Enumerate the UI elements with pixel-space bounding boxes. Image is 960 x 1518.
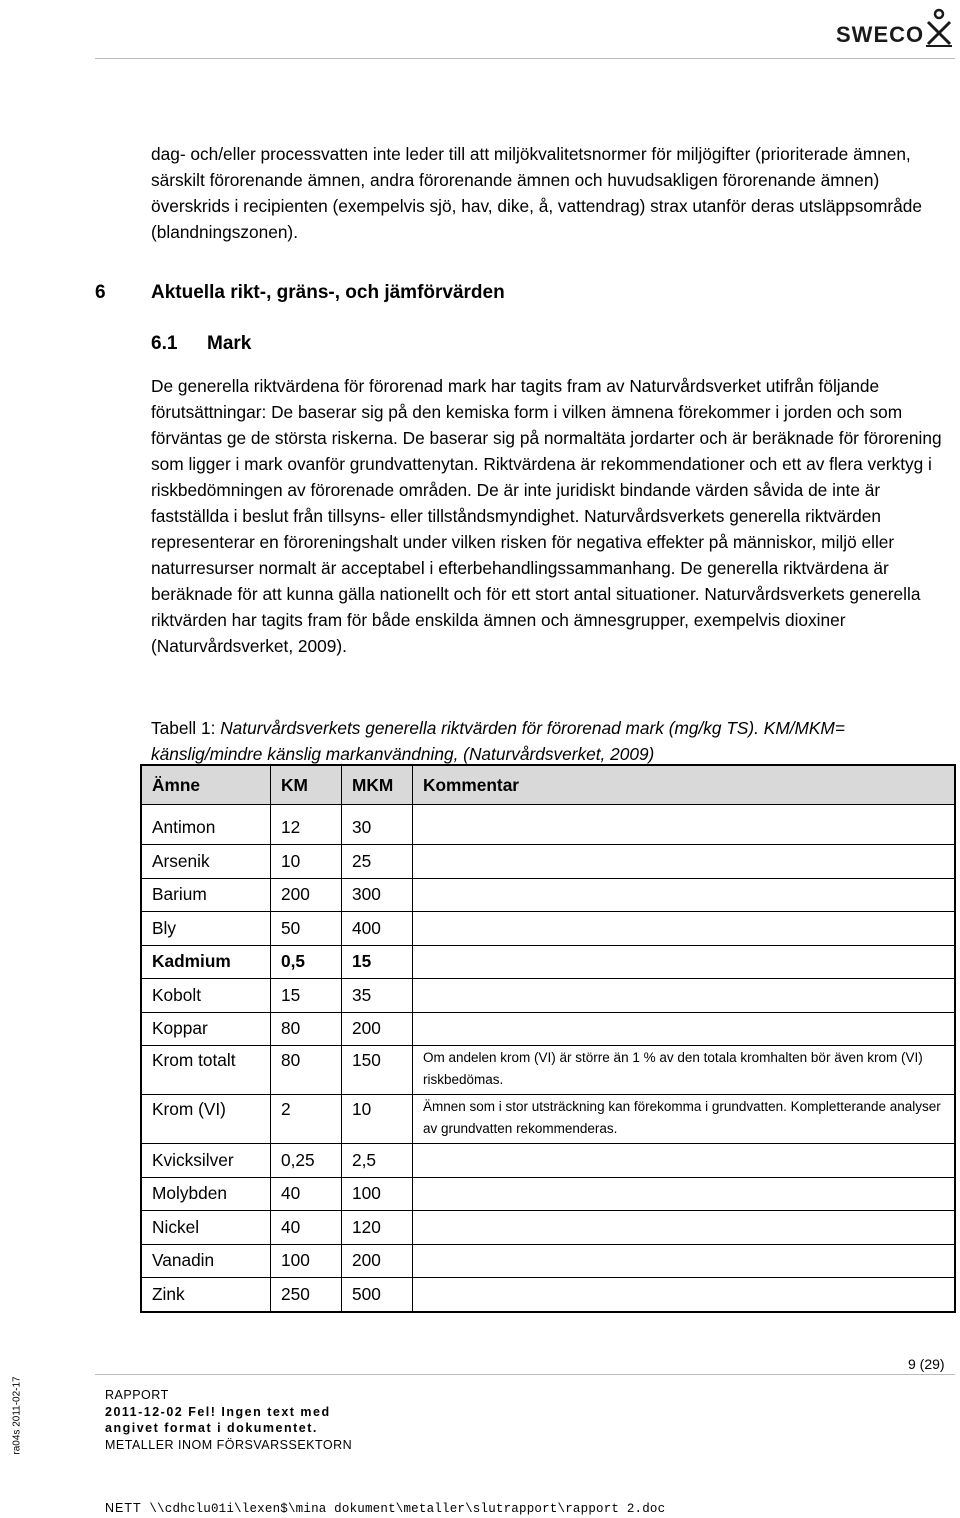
header-kommentar: Kommentar: [413, 765, 956, 805]
table-row: [141, 1244, 955, 1278]
cell-mkm: 100: [342, 1177, 413, 1211]
section-number: 6: [95, 282, 106, 303]
subsection-title: Mark: [207, 333, 252, 354]
header-mkm: MKM: [342, 765, 413, 805]
cell-mkm: 30: [342, 805, 413, 845]
cell-km: 12: [271, 805, 342, 845]
intro-paragraph: dag- och/eller processvatten inte leder till att miljökvalitetsnormer för miljögifter (prioriterade ämnen, särskilt förorenande ämnen, andra förorenande ämnen och huvudsakligen förorenande ämnen) överskrids i recipienten (exempelvis sjö, hav, dike, å, vattendrag) strax utanför deras utsläppsområde (blandningszonen).: [151, 144, 922, 242]
side-label: ra04s 2011-02-17: [11, 1376, 23, 1455]
table-row: [141, 1211, 955, 1245]
table-row: [141, 979, 955, 1013]
cell-substance: Barium: [141, 878, 271, 912]
cell-comment: [413, 1177, 956, 1211]
caption-text: Naturvårdsverkets generella riktvärden för förorenad mark (mg/kg TS). KM/MKM= känslig/mindre känslig markanvändning, (Naturvårdsverket, 2009): [151, 718, 845, 764]
cell-km: 200: [271, 878, 342, 912]
cell-km: 15: [271, 979, 342, 1013]
cell-mkm: 35: [342, 979, 413, 1013]
file-path-prefix: NETT: [105, 1501, 142, 1515]
header-rule: [95, 58, 955, 59]
table-row: [141, 1012, 955, 1046]
cell-comment: [413, 845, 956, 879]
cell-substance: Krom (VI): [141, 1095, 271, 1144]
cell-substance: Vanadin: [141, 1244, 271, 1278]
page-number: 9 (29): [908, 1356, 945, 1372]
table-row: [141, 845, 955, 879]
cell-mkm: 2,5: [342, 1144, 413, 1178]
table-row: [141, 945, 955, 979]
cell-comment: [413, 979, 956, 1013]
table-row: [141, 1278, 955, 1312]
cell-mkm: 15: [342, 945, 413, 979]
cell-substance: Kvicksilver: [141, 1144, 271, 1178]
section-heading: [95, 282, 505, 304]
table-caption: [151, 715, 956, 767]
logo-text: SWECO: [836, 22, 925, 47]
caption-label: Tabell 1:: [151, 718, 216, 738]
cell-substance: Antimon: [141, 805, 271, 845]
cell-km: 2: [271, 1095, 342, 1144]
cell-km: 40: [271, 1177, 342, 1211]
cell-comment: [413, 1211, 956, 1245]
cell-mkm: 120: [342, 1211, 413, 1245]
cell-mkm: 150: [342, 1046, 413, 1095]
table-row: [141, 878, 955, 912]
cell-mkm: 25: [342, 845, 413, 879]
cell-comment: [413, 1278, 956, 1312]
table-row: [141, 1177, 955, 1211]
table-row: [141, 1095, 955, 1144]
cell-km: 50: [271, 912, 342, 946]
cell-substance: Arsenik: [141, 845, 271, 879]
cell-comment: Om andelen krom (VI) är större än 1 % av den totala kromhalten bör även krom (VI) riskbedömas.: [413, 1046, 956, 1095]
footer-report-label: RAPPORT: [105, 1388, 169, 1402]
cell-mkm: 200: [342, 1244, 413, 1278]
table-header-row: [141, 765, 955, 805]
cell-mkm: 10: [342, 1095, 413, 1144]
cell-comment: [413, 912, 956, 946]
cell-substance: Nickel: [141, 1211, 271, 1245]
cell-km: 0,25: [271, 1144, 342, 1178]
cell-km: 250: [271, 1278, 342, 1312]
header-km: KM: [271, 765, 342, 805]
cell-km: 80: [271, 1012, 342, 1046]
cell-km: 0,5: [271, 945, 342, 979]
cell-substance: Bly: [141, 912, 271, 946]
table-row: [141, 805, 955, 845]
table-row: [141, 912, 955, 946]
file-path: [105, 1501, 665, 1516]
cell-substance: Kobolt: [141, 979, 271, 1013]
cell-comment: [413, 1012, 956, 1046]
cell-km: 100: [271, 1244, 342, 1278]
table-row: [141, 1144, 955, 1178]
riktvarden-table: [140, 764, 956, 1313]
cell-mkm: 300: [342, 878, 413, 912]
cell-substance: Kadmium: [141, 945, 271, 979]
cell-substance: Molybden: [141, 1177, 271, 1211]
cell-substance: Koppar: [141, 1012, 271, 1046]
cell-mkm: 400: [342, 912, 413, 946]
sweco-logo: [836, 8, 956, 48]
footer-date-error: 2011-12-02 Fel! Ingen text med: [105, 1404, 331, 1419]
cell-mkm: 500: [342, 1278, 413, 1312]
file-path-text: \\cdhclu01i\lexen$\mina dokument\metaller\slutrapport\rapport 2.doc: [149, 1502, 666, 1516]
cell-km: 40: [271, 1211, 342, 1245]
table-row: [141, 1046, 955, 1095]
section-title: Aktuella rikt-, gräns-, och jämförvärden: [151, 282, 505, 303]
header-amne: Ämne: [141, 765, 271, 805]
cell-km: 10: [271, 845, 342, 879]
footer-title: METALLER INOM FÖRSVARSSEKTORN: [105, 1437, 353, 1452]
cell-comment: [413, 945, 956, 979]
cell-comment: [413, 878, 956, 912]
cell-comment: Ämnen som i stor utsträckning kan förekomma i grundvatten. Kompletterande analyser av grundvatten rekommenderas.: [413, 1095, 956, 1144]
cell-substance: Krom totalt: [141, 1046, 271, 1095]
cell-substance: Zink: [141, 1278, 271, 1312]
footer-error-cont: angivet format i dokumentet.: [105, 1421, 318, 1435]
cell-comment: [413, 1144, 956, 1178]
cell-mkm: 200: [342, 1012, 413, 1046]
footer-block: [105, 1387, 352, 1453]
cell-comment: [413, 805, 956, 845]
sweco-mark-icon: [924, 8, 954, 48]
subsection-heading: [151, 333, 251, 355]
body-paragraph: De generella riktvärdena för förorenad mark har tagits fram av Naturvårdsverket utifrån följande förutsättningar: De baserar sig på den kemiska form i vilken ämnena förekommer i jorden och som förväntas ge de största riskerna. De baserar sig på normaltäta jordarter och är beräknade för förorening som ligger i mark ovanför grundvattenytan. Riktvärdena är rekommendationer och ett av flera verktyg i riskbedömningen av förorenade områden. De är inte juridiskt bindande värden såvida de inte är fastställda i beslut från tillsyns- eller tillståndsmyndighet. Naturvårdsverkets generella riktvärden representerar en föroreningshalt under vilken risken för negativa effekter på människor, miljö eller naturresurser normalt är acceptabel i efterbehandlingssammanhang. De generella riktvärdena är beräknade för att kunna gälla nationellt och för ett stort antal situationer. Naturvårdsverkets generella riktvärden har tagits fram för både enskilda ämnen och ämnesgrupper, exempelvis dioxiner (Naturvårdsverket, 2009).: [151, 376, 942, 656]
cell-km: 80: [271, 1046, 342, 1095]
subsection-number: 6.1: [151, 333, 178, 354]
cell-comment: [413, 1244, 956, 1278]
footer-rule: [95, 1374, 955, 1375]
